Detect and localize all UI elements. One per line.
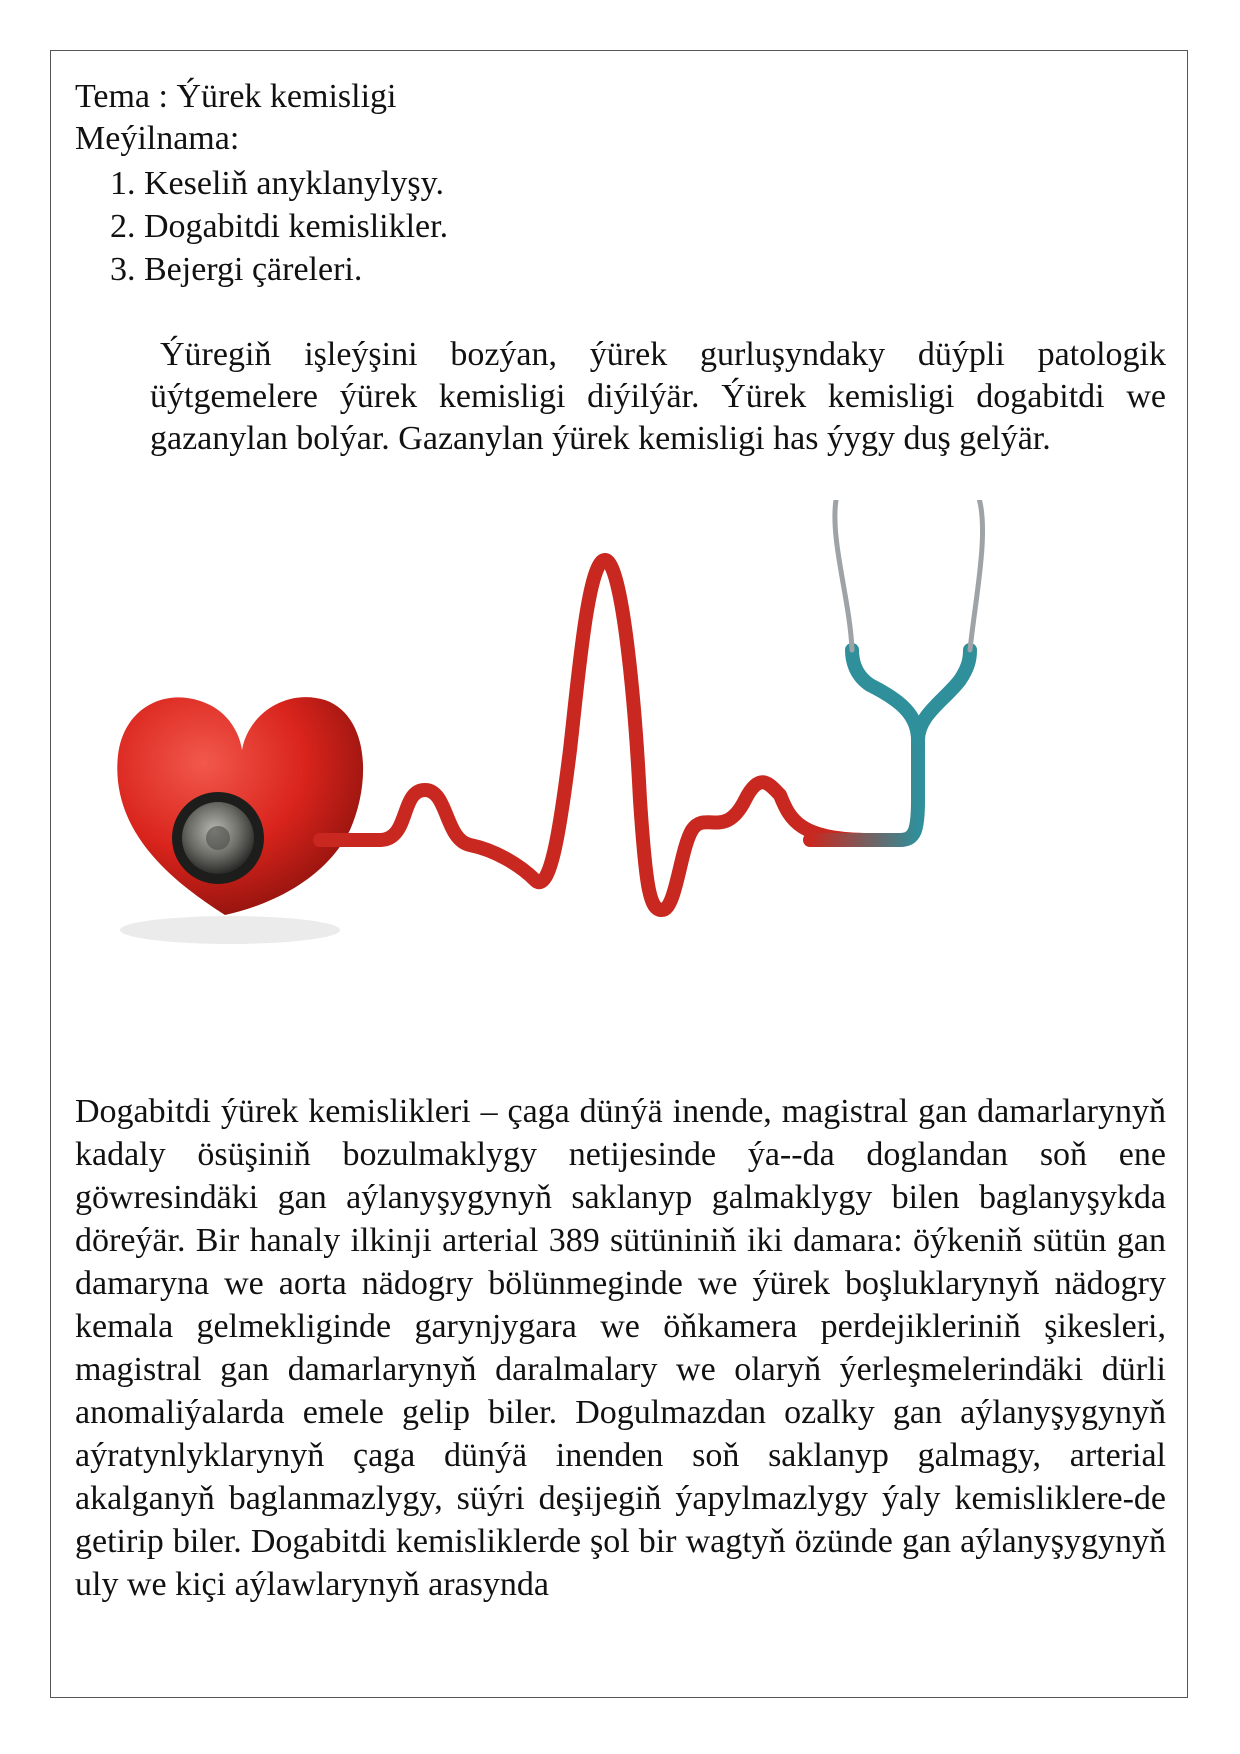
intro-paragraph: Ýüregiň işleýşini bozýan, ýürek gurluşyndaky düýpli patologik üýtgemelere ýürek kemisligi diýilýär. Ýürek kemisligi dogabitdi we gazanylan bolýar. Gazanylan ýürek kemisligi has ýygy duş gelýär.: [150, 336, 1166, 457]
binaural-right: [970, 500, 983, 650]
tubing-yoke: [852, 650, 970, 740]
plan-item: 1. Keseliň anyklanylyşy.: [110, 165, 444, 202]
plan-list: [110, 162, 448, 291]
binaural-left: [835, 500, 852, 650]
tubing-right: [810, 740, 918, 840]
page-title: Tema : Ýürek kemisligi: [75, 78, 397, 115]
plan-item: 2. Dogabitdi kemislikler.: [110, 208, 449, 245]
heartbeat-line: [320, 560, 870, 910]
plan-label: Meýilnama:: [75, 120, 240, 157]
plan-item: 3. Bejergi çäreleri.: [110, 251, 363, 288]
shadow: [120, 916, 340, 944]
heart-stethoscope-illustration: [110, 500, 1160, 1030]
body-paragraph: Dogabitdi ýürek kemislikleri – çaga dünýä inende, magistral gan damarlarynyň kadaly ösüşiniň bozulmaklygy netijesinde ýa--da doglandan soň ene göwresindäki gan aýlanyşygynyň saklanyp galmaklygy bilen baglanyşykda döreýär. Bir hanaly ilkinji arterial 389 sütüniniň iki damara: öýkeniň sütün gan damaryna we aorta nädogry bölünmeginde we ýürek boşluklarynyň nädogry kemala gelmekliginde garynjygara we öňkamera perdejikleriniň şikesleri, magistral gan damarlarynyň daralmalary we olaryň ýerleşmelerindäki dürli anomaliýalarda emele gelip biler. Dogulmazdan ozalky gan aýlanyşygynyň aýratynlyklarynyň çaga dünýä inenden soň saklanyp galmagy, arterial akalganyň baglanmazlygy, süýri deşijegiň ýapylmazlygy ýaly kemisliklere-de getirip biler. Dogabitdi kemisliklerde şol bir wagtyň özünde gan aýlanyşygynyň uly we kiçi aýlawlarynyň arasynda: [75, 1093, 1166, 1603]
chestpiece-center: [206, 826, 230, 850]
